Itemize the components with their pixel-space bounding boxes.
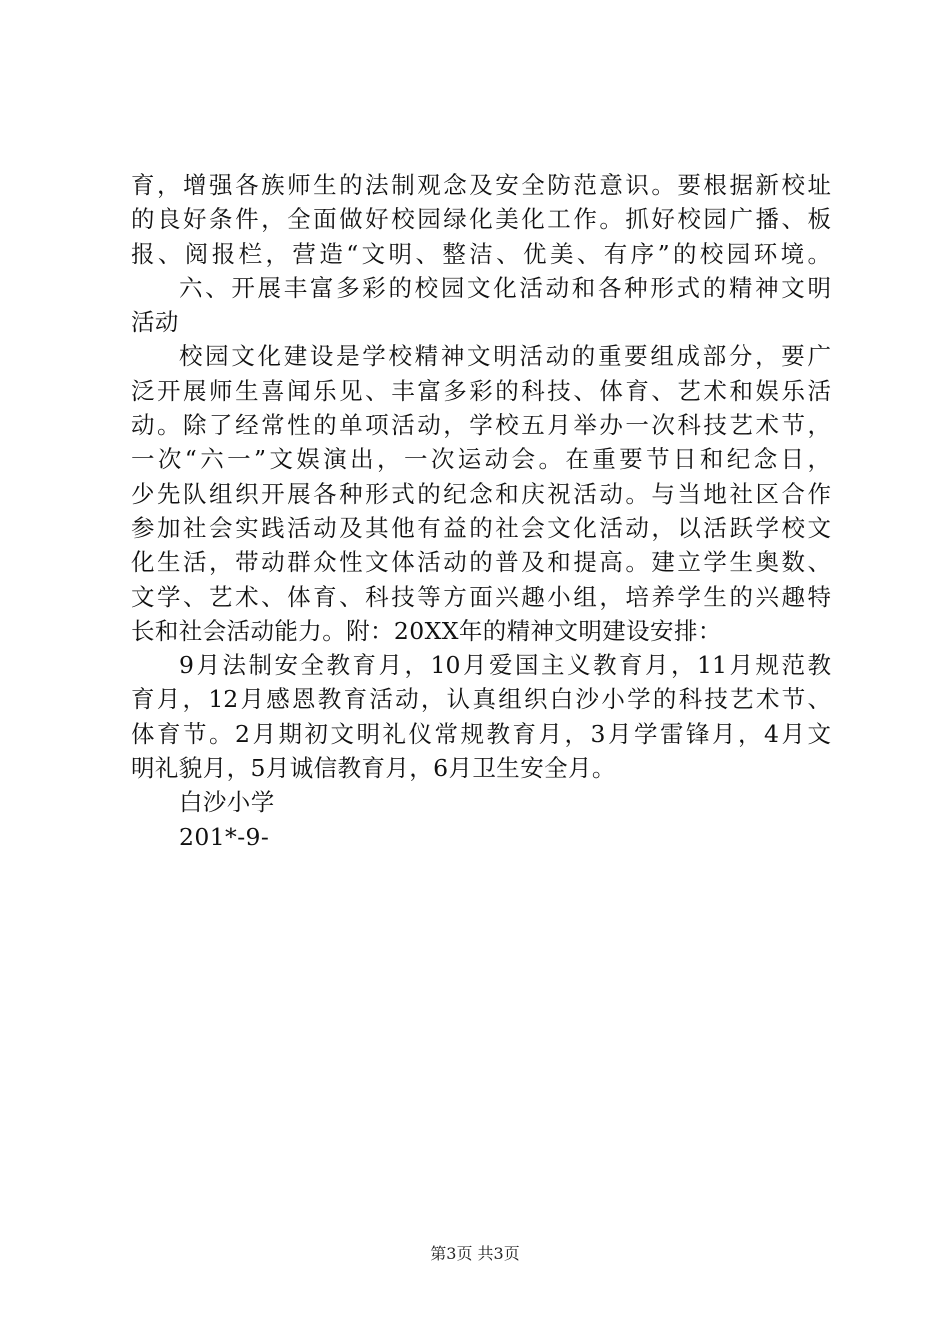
text-line: 参加社会实践活动及其他有益的社会文化活动，以活跃学校文 xyxy=(131,513,831,542)
text-line: 的良好条件，全面做好校园绿化美化工作。抓好校园广播、板 xyxy=(131,205,831,234)
body-text xyxy=(131,168,831,854)
text-line: 长和社会活动能力。附：20XX年的精神文明建设安排： xyxy=(131,616,722,645)
text-line: 少先队组织开展各种形式的纪念和庆祝活动。与当地社区合作 xyxy=(131,479,831,508)
text-line: 明礼貌月，5月诚信教育月，6月卫生安全月。 xyxy=(131,754,616,783)
signature-school: 白沙小学 xyxy=(179,788,275,817)
page-footer: 第3页 共3页 xyxy=(430,1244,520,1263)
text-line: 一次“六一”文娱演出，一次运动会。在重要节日和纪念日， xyxy=(131,445,831,474)
text-line: 报、阅报栏，营造“文明、整洁、优美、有序”的校园环境。 xyxy=(131,239,831,268)
text-line: 校园文化建设是学校精神文明活动的重要组成部分，要广 xyxy=(179,342,831,371)
text-line: 动。除了经常性的单项活动，学校五月举办一次科技艺术节， xyxy=(131,411,831,440)
text-line: 泛开展师生喜闻乐见、丰富多彩的科技、体育、艺术和娱乐活 xyxy=(131,376,831,405)
signature-date: 201*-9- xyxy=(179,822,270,851)
text-line: 化生活，带动群众性文体活动的普及和提高。建立学生奥数、 xyxy=(131,548,831,577)
section-heading-continued: 活动 xyxy=(131,308,179,337)
text-line: 文学、艺术、体育、科技等方面兴趣小组，培养学生的兴趣特 xyxy=(131,582,831,611)
text-line: 9月法制安全教育月，10月爱国主义教育月，11月规范教 xyxy=(179,651,831,680)
section-heading: 六、开展丰富多彩的校园文化活动和各种形式的精神文明 xyxy=(179,273,831,302)
text-line: 体育节。2月期初文明礼仪常规教育月，3月学雷锋月，4月文 xyxy=(131,719,831,748)
text-line: 育月，12月感恩教育活动，认真组织白沙小学的科技艺术节、 xyxy=(131,685,831,714)
text-line: 育，增强各族师生的法制观念及安全防范意识。要根据新校址 xyxy=(131,171,831,199)
